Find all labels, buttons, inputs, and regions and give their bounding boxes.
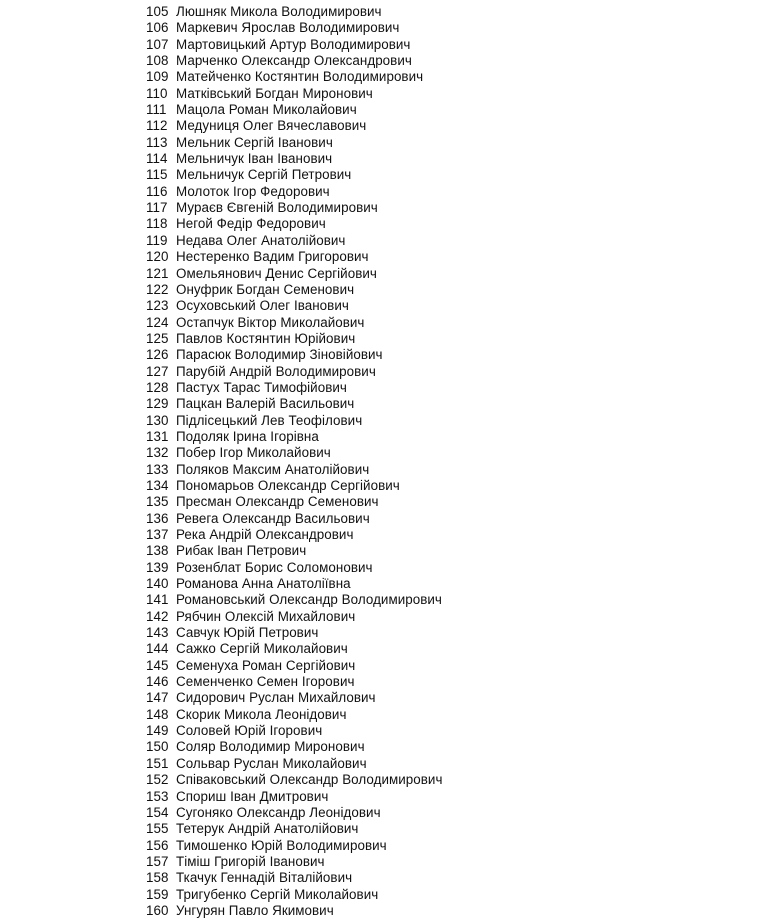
list-item xyxy=(146,86,442,102)
entry-number: 157 xyxy=(146,853,169,869)
list-item xyxy=(146,298,442,314)
entry-name: Тетерук Андрій Анатолійович xyxy=(176,821,359,837)
entry-number: 143 xyxy=(146,625,169,641)
list-item xyxy=(146,609,442,625)
list-item xyxy=(146,249,442,265)
list-item xyxy=(146,870,442,886)
entry-name: Співаковський Олександр Володимирович xyxy=(176,772,443,788)
entry-number: 153 xyxy=(146,788,169,804)
entry-name: Побер Ігор Миколайович xyxy=(176,445,331,461)
list-item xyxy=(146,478,442,494)
entry-name: Соляр Володимир Миронович xyxy=(176,739,365,755)
list-item xyxy=(146,396,442,412)
entry-number: 137 xyxy=(146,527,169,542)
entry-name: Рибак Іван Петрович xyxy=(176,543,307,559)
entry-name: Остапчук Віктор Миколайович xyxy=(176,314,365,330)
entry-number: 158 xyxy=(146,870,169,886)
entry-name: Маркевич Ярослав Володимирович xyxy=(176,20,400,36)
list-item xyxy=(146,200,442,216)
entry-name: Поляков Максим Анатолійович xyxy=(176,461,370,477)
entry-number: 145 xyxy=(146,657,169,673)
entry-name: Нестеренко Вадим Григорович xyxy=(176,249,369,265)
list-item xyxy=(146,903,442,919)
list-item xyxy=(146,494,442,510)
list-item xyxy=(146,772,442,788)
entry-number: 142 xyxy=(146,608,169,624)
list-item xyxy=(146,789,442,805)
entry-number: 107 xyxy=(146,36,169,52)
list-item xyxy=(146,380,442,396)
entry-number: 147 xyxy=(146,690,169,706)
entry-number: 140 xyxy=(146,576,169,592)
entry-name: Скорик Микола Леонідович xyxy=(176,706,347,722)
entry-name: Семенченко Семен Ігорович xyxy=(176,674,355,690)
entry-name: Сидорович Руслан Михайлович xyxy=(176,690,376,706)
entry-number: 127 xyxy=(146,363,169,379)
list-item xyxy=(146,233,442,249)
entry-number: 150 xyxy=(146,739,169,755)
entry-number: 131 xyxy=(146,428,169,444)
list-item xyxy=(146,527,442,543)
list-item xyxy=(146,887,442,903)
entry-name: Розенблат Борис Соломонович xyxy=(176,559,373,575)
entry-name: Мельник Сергій Іванович xyxy=(176,134,333,150)
entry-number: 139 xyxy=(146,559,169,575)
list-item xyxy=(146,151,442,167)
entry-number: 116 xyxy=(146,183,168,199)
entry-number: 118 xyxy=(146,216,168,232)
entry-name: Сольвар Руслан Миколайович xyxy=(176,755,367,771)
entry-name: Павлов Костянтин Юрійович xyxy=(176,330,356,346)
entry-number: 109 xyxy=(146,69,169,85)
entry-name: Пастух Тарас Тимофійович xyxy=(176,379,347,395)
entry-number: 113 xyxy=(146,134,168,150)
entry-name: Парасюк Володимир Зіновійович xyxy=(176,347,383,363)
entry-number: 133 xyxy=(146,461,169,477)
entry-name: Тригубенко Сергій Миколайович xyxy=(176,886,379,902)
list-item xyxy=(146,739,442,755)
list-item xyxy=(146,690,442,706)
list-item xyxy=(146,184,442,200)
list-item xyxy=(146,4,442,20)
entry-name: Тіміш Григорій Іванович xyxy=(176,853,325,869)
entry-number: 155 xyxy=(146,821,169,837)
entry-name: Омельянович Денис Сергійович xyxy=(176,265,377,281)
entry-number: 152 xyxy=(146,772,169,788)
entry-name: Унгурян Павло Якимович xyxy=(176,902,334,918)
entry-name: Река Андрій Олександрович xyxy=(176,527,354,542)
entry-number: 114 xyxy=(146,151,168,167)
entry-number: 138 xyxy=(146,543,169,559)
entry-number: 120 xyxy=(146,249,169,265)
list-item xyxy=(146,118,442,134)
entry-name: Сугоняко Олександр Леонідович xyxy=(176,804,381,820)
list-item xyxy=(146,102,442,118)
entry-name: Спориш Іван Дмитрович xyxy=(176,788,329,804)
entry-name: Підлісецький Лев Теофілович xyxy=(176,412,363,428)
entry-number: 111 xyxy=(146,102,167,118)
entry-number: 134 xyxy=(146,477,169,493)
entry-name: Люшняк Микола Володимирович xyxy=(176,4,382,19)
entry-name: Пацкан Валерій Васильович xyxy=(176,396,355,412)
list-item xyxy=(146,543,442,559)
entry-number: 124 xyxy=(146,314,169,330)
entry-name: Мельничук Іван Іванович xyxy=(176,151,333,167)
list-item xyxy=(146,592,442,608)
entry-name: Осуховський Олег Іванович xyxy=(176,298,349,314)
entry-number: 126 xyxy=(146,347,169,363)
entry-name: Соловей Юрій Ігорович xyxy=(176,723,323,739)
list-item xyxy=(146,805,442,821)
entry-number: 115 xyxy=(146,167,168,183)
entry-number: 159 xyxy=(146,886,169,902)
entry-number: 129 xyxy=(146,396,169,412)
entry-number: 121 xyxy=(146,265,169,281)
list-item xyxy=(146,707,442,723)
entry-number: 135 xyxy=(146,494,169,510)
list-item xyxy=(146,821,442,837)
list-item xyxy=(146,511,442,527)
entry-name: Марченко Олександр Олександрович xyxy=(176,53,412,69)
list-item xyxy=(146,20,442,36)
list-item xyxy=(146,854,442,870)
entry-name: Мураєв Євгеній Володимирович xyxy=(176,200,378,216)
list-item xyxy=(146,37,442,53)
list-item xyxy=(146,315,442,331)
list-item xyxy=(146,331,442,347)
entry-name: Пресман Олександр Семенович xyxy=(176,494,379,510)
entry-number: 144 xyxy=(146,641,169,657)
entry-name: Онуфрик Богдан Семенович xyxy=(176,281,355,297)
list-item xyxy=(146,135,442,151)
list-item xyxy=(146,69,442,85)
list-item xyxy=(146,641,442,657)
entry-name: Савчук Юрій Петрович xyxy=(176,625,319,641)
list-item xyxy=(146,576,442,592)
entry-name: Медуниця Олег Вячеславович xyxy=(176,118,367,134)
entry-name: Сажко Сергій Миколайович xyxy=(176,641,348,657)
entry-number: 122 xyxy=(146,281,169,297)
entry-name: Матейченко Костянтин Володимирович xyxy=(176,69,424,85)
list-item xyxy=(146,429,442,445)
list-item xyxy=(146,838,442,854)
entry-number: 156 xyxy=(146,837,169,853)
entry-name: Семенуха Роман Сергійович xyxy=(176,657,356,673)
entry-number: 128 xyxy=(146,379,169,395)
entry-name: Молоток Ігор Федорович xyxy=(176,183,330,199)
entry-number: 154 xyxy=(146,804,169,820)
entry-number: 141 xyxy=(146,592,169,608)
entry-name: Подоляк Ірина Ігорівна xyxy=(176,428,319,444)
entry-name: Мацола Роман Миколайович xyxy=(176,102,357,118)
entry-name: Парубій Андрій Володимирович xyxy=(176,363,376,379)
entry-number: 151 xyxy=(146,755,169,771)
list-item xyxy=(146,625,442,641)
entry-number: 125 xyxy=(146,330,169,346)
entry-number: 105 xyxy=(146,4,169,19)
entry-name: Романова Анна Анатоліївна xyxy=(176,576,351,592)
entry-number: 117 xyxy=(146,200,168,216)
entry-number: 112 xyxy=(146,118,168,134)
entry-number: 130 xyxy=(146,412,169,428)
list-item xyxy=(146,347,442,363)
entry-number: 106 xyxy=(146,20,169,36)
entry-number: 136 xyxy=(146,510,169,526)
entry-name: Тимошенко Юрій Володимирович xyxy=(176,837,387,853)
entry-name: Пономарьов Олександр Сергійович xyxy=(176,477,400,493)
list-item xyxy=(146,216,442,232)
list-item xyxy=(146,413,442,429)
entry-number: 119 xyxy=(146,232,168,248)
entry-number: 149 xyxy=(146,723,169,739)
entry-name: Недава Олег Анатолійович xyxy=(176,232,346,248)
list-item xyxy=(146,445,442,461)
list-item xyxy=(146,53,442,69)
list-item xyxy=(146,266,442,282)
entry-number: 148 xyxy=(146,706,169,722)
entry-name: Матківський Богдан Миронович xyxy=(176,85,373,101)
list-item xyxy=(146,560,442,576)
entry-number: 110 xyxy=(146,85,168,101)
entry-number: 132 xyxy=(146,445,169,461)
entry-name: Мартовицький Артур Володимирович xyxy=(176,36,411,52)
entry-number: 108 xyxy=(146,53,169,69)
list-item xyxy=(146,674,442,690)
entry-name: Рябчин Олексій Михайлович xyxy=(176,608,356,624)
list-item xyxy=(146,723,442,739)
entry-name: Мельничук Сергій Петрович xyxy=(176,167,352,183)
name-list xyxy=(146,4,442,919)
list-item xyxy=(146,282,442,298)
entry-name: Романовський Олександр Володимирович xyxy=(176,592,442,608)
list-item xyxy=(146,364,442,380)
entry-number: 160 xyxy=(146,902,169,918)
entry-name: Ткачук Геннадій Віталійович xyxy=(176,870,353,886)
entry-number: 146 xyxy=(146,674,169,690)
list-item xyxy=(146,756,442,772)
entry-name: Ревега Олександр Васильович xyxy=(176,510,370,526)
entry-number: 123 xyxy=(146,298,169,314)
entry-name: Негой Федір Федорович xyxy=(176,216,326,232)
list-item xyxy=(146,167,442,183)
list-item xyxy=(146,658,442,674)
list-item xyxy=(146,462,442,478)
